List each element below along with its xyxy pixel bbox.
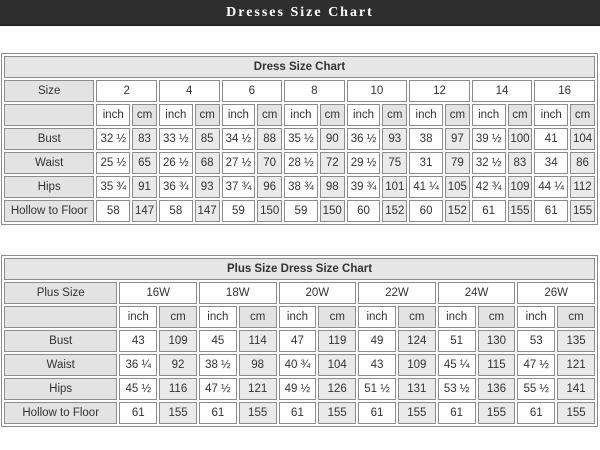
unit-inch-cell: inch	[472, 104, 506, 126]
measurement-value-cell: 36 ½	[347, 128, 381, 150]
measurement-value-cell: 53 ½	[438, 378, 476, 400]
measurement-row	[4, 176, 595, 198]
measurement-value-cell: 44 ¼	[534, 176, 568, 198]
measurement-value-cell: 38 ½	[199, 354, 237, 376]
page-title: Dresses Size Chart	[226, 4, 374, 20]
measurement-value-cell: 147	[132, 200, 157, 222]
measurement-value-cell: 59	[222, 200, 256, 222]
measurement-value-cell: 90	[320, 128, 345, 150]
plus-size-dress-size-chart-table	[1, 255, 598, 427]
measurement-value-cell: 155	[318, 402, 356, 424]
unit-row-corner-cell	[4, 306, 117, 328]
measurement-value-cell: 86	[570, 152, 595, 174]
measurement-value-cell: 141	[557, 378, 595, 400]
measurement-value-cell: 70	[257, 152, 282, 174]
measurement-value-cell: 34 ½	[222, 128, 256, 150]
measurement-value-cell: 45 ½	[119, 378, 157, 400]
measurement-value-cell: 152	[382, 200, 407, 222]
measurement-value-cell: 116	[159, 378, 197, 400]
page-header-bar	[0, 0, 600, 26]
row-label-cell: Hollow to Floor	[4, 402, 117, 424]
size-header-cell: 10	[347, 80, 408, 102]
size-header-cell: 24W	[438, 282, 516, 304]
unit-cm-cell: cm	[478, 306, 516, 328]
measurement-value-cell: 34	[534, 152, 568, 174]
table-title: Dress Size Chart	[4, 56, 595, 78]
row-label-cell: Waist	[4, 152, 94, 174]
measurement-value-cell: 47 ½	[517, 354, 555, 376]
unit-cm-cell: cm	[318, 306, 356, 328]
measurement-value-cell: 51	[438, 330, 476, 352]
measurement-value-cell: 43	[358, 354, 396, 376]
size-header-cell: 4	[159, 80, 220, 102]
measurement-value-cell: 32 ½	[472, 152, 506, 174]
unit-inch-cell: inch	[347, 104, 381, 126]
size-charts-container	[0, 26, 600, 427]
measurement-value-cell: 38 ¾	[284, 176, 318, 198]
measurement-value-cell: 25 ½	[96, 152, 130, 174]
measurement-value-cell: 33 ½	[159, 128, 193, 150]
unit-inch-cell: inch	[96, 104, 130, 126]
unit-row-corner-cell	[4, 104, 94, 126]
measurement-value-cell: 155	[478, 402, 516, 424]
size-header-cell: 26W	[517, 282, 595, 304]
measurement-value-cell: 61	[119, 402, 157, 424]
row-label-cell: Bust	[4, 128, 94, 150]
measurement-value-cell: 88	[257, 128, 282, 150]
measurement-value-cell: 68	[195, 152, 220, 174]
measurement-value-cell: 104	[318, 354, 356, 376]
measurement-value-cell: 147	[195, 200, 220, 222]
unit-inch-cell: inch	[199, 306, 237, 328]
measurement-value-cell: 131	[398, 378, 436, 400]
measurement-value-cell: 31	[409, 152, 443, 174]
measurement-value-cell: 109	[159, 330, 197, 352]
measurement-value-cell: 39 ¾	[347, 176, 381, 198]
measurement-value-cell: 104	[570, 128, 595, 150]
measurement-value-cell: 155	[557, 402, 595, 424]
size-header-cell: 14	[472, 80, 533, 102]
unit-cm-cell: cm	[557, 306, 595, 328]
measurement-value-cell: 93	[195, 176, 220, 198]
corner-label-cell: Plus Size	[4, 282, 117, 304]
unit-cm-cell: cm	[195, 104, 220, 126]
measurement-value-cell: 35 ½	[284, 128, 318, 150]
measurement-value-cell: 109	[398, 354, 436, 376]
measurement-value-cell: 45	[199, 330, 237, 352]
measurement-value-cell: 27 ½	[222, 152, 256, 174]
unit-inch-cell: inch	[119, 306, 157, 328]
measurement-value-cell: 58	[159, 200, 193, 222]
measurement-value-cell: 101	[382, 176, 407, 198]
unit-inch-cell: inch	[284, 104, 318, 126]
measurement-value-cell: 61	[534, 200, 568, 222]
unit-cm-cell: cm	[382, 104, 407, 126]
measurement-value-cell: 51 ½	[358, 378, 396, 400]
unit-inch-cell: inch	[358, 306, 396, 328]
measurement-value-cell: 72	[320, 152, 345, 174]
measurement-value-cell: 28 ½	[284, 152, 318, 174]
measurement-row	[4, 354, 595, 376]
measurement-value-cell: 40 ¾	[279, 354, 317, 376]
measurement-value-cell: 61	[358, 402, 396, 424]
measurement-value-cell: 136	[478, 378, 516, 400]
unit-cm-cell: cm	[508, 104, 533, 126]
measurement-value-cell: 61	[199, 402, 237, 424]
measurement-value-cell: 36 ¼	[119, 354, 157, 376]
measurement-value-cell: 114	[239, 330, 277, 352]
unit-cm-cell: cm	[398, 306, 436, 328]
measurement-value-cell: 61	[279, 402, 317, 424]
measurement-value-cell: 119	[318, 330, 356, 352]
unit-inch-cell: inch	[534, 104, 568, 126]
measurement-value-cell: 32 ½	[96, 128, 130, 150]
unit-inch-cell: inch	[159, 104, 193, 126]
measurement-value-cell: 60	[347, 200, 381, 222]
unit-inch-cell: inch	[222, 104, 256, 126]
measurement-value-cell: 39 ½	[472, 128, 506, 150]
measurement-value-cell: 45 ¼	[438, 354, 476, 376]
measurement-row	[4, 330, 595, 352]
measurement-value-cell: 79	[445, 152, 470, 174]
unit-inch-cell: inch	[517, 306, 555, 328]
measurement-value-cell: 58	[96, 200, 130, 222]
unit-cm-cell: cm	[132, 104, 157, 126]
row-label-cell: Hollow to Floor	[4, 200, 94, 222]
measurement-value-cell: 61	[438, 402, 476, 424]
measurement-row	[4, 200, 595, 222]
measurement-value-cell: 26 ½	[159, 152, 193, 174]
measurement-value-cell: 155	[159, 402, 197, 424]
measurement-value-cell: 49	[358, 330, 396, 352]
unit-inch-cell: inch	[438, 306, 476, 328]
measurement-value-cell: 65	[132, 152, 157, 174]
measurement-row	[4, 402, 595, 424]
measurement-row	[4, 128, 595, 150]
size-header-cell: 16	[534, 80, 595, 102]
measurement-value-cell: 43	[119, 330, 157, 352]
measurement-value-cell: 61	[517, 402, 555, 424]
measurement-value-cell: 41 ¼	[409, 176, 443, 198]
size-header-cell: 2	[96, 80, 157, 102]
row-label-cell: Hips	[4, 378, 117, 400]
unit-cm-cell: cm	[239, 306, 277, 328]
measurement-row	[4, 378, 595, 400]
measurement-value-cell: 155	[508, 200, 533, 222]
row-label-cell: Bust	[4, 330, 117, 352]
measurement-value-cell: 83	[132, 128, 157, 150]
size-header-cell: 22W	[358, 282, 436, 304]
size-header-cell: 6	[222, 80, 283, 102]
size-header-cell: 16W	[119, 282, 197, 304]
measurement-value-cell: 53	[517, 330, 555, 352]
unit-cm-cell: cm	[257, 104, 282, 126]
measurement-value-cell: 115	[478, 354, 516, 376]
measurement-value-cell: 61	[472, 200, 506, 222]
row-label-cell: Hips	[4, 176, 94, 198]
measurement-value-cell: 121	[557, 354, 595, 376]
measurement-value-cell: 55 ½	[517, 378, 555, 400]
row-label-cell: Waist	[4, 354, 117, 376]
measurement-value-cell: 36 ¾	[159, 176, 193, 198]
measurement-value-cell: 100	[508, 128, 533, 150]
unit-cm-cell: cm	[159, 306, 197, 328]
unit-cm-cell: cm	[570, 104, 595, 126]
measurement-value-cell: 92	[159, 354, 197, 376]
measurement-value-cell: 85	[195, 128, 220, 150]
measurement-value-cell: 59	[284, 200, 318, 222]
size-header-cell: 8	[284, 80, 345, 102]
measurement-value-cell: 35 ¾	[96, 176, 130, 198]
measurement-value-cell: 152	[445, 200, 470, 222]
measurement-value-cell: 47	[279, 330, 317, 352]
table-title: Plus Size Dress Size Chart	[4, 258, 595, 280]
measurement-value-cell: 96	[257, 176, 282, 198]
measurement-value-cell: 29 ½	[347, 152, 381, 174]
measurement-value-cell: 150	[320, 200, 345, 222]
measurement-value-cell: 135	[557, 330, 595, 352]
measurement-value-cell: 98	[320, 176, 345, 198]
measurement-value-cell: 38	[409, 128, 443, 150]
measurement-value-cell: 112	[570, 176, 595, 198]
measurement-value-cell: 98	[239, 354, 277, 376]
measurement-value-cell: 109	[508, 176, 533, 198]
measurement-value-cell: 126	[318, 378, 356, 400]
measurement-value-cell: 37 ¾	[222, 176, 256, 198]
unit-cm-cell: cm	[445, 104, 470, 126]
unit-inch-cell: inch	[279, 306, 317, 328]
measurement-value-cell: 124	[398, 330, 436, 352]
size-header-cell: 18W	[199, 282, 277, 304]
corner-label-cell: Size	[4, 80, 94, 102]
measurement-value-cell: 155	[239, 402, 277, 424]
measurement-value-cell: 47 ½	[199, 378, 237, 400]
measurement-value-cell: 41	[534, 128, 568, 150]
measurement-value-cell: 42 ¾	[472, 176, 506, 198]
measurement-value-cell: 91	[132, 176, 157, 198]
measurement-row	[4, 152, 595, 174]
measurement-value-cell: 105	[445, 176, 470, 198]
measurement-value-cell: 150	[257, 200, 282, 222]
unit-cm-cell: cm	[320, 104, 345, 126]
measurement-value-cell: 155	[398, 402, 436, 424]
measurement-value-cell: 97	[445, 128, 470, 150]
measurement-value-cell: 60	[409, 200, 443, 222]
dress-size-chart-table	[1, 53, 598, 225]
size-header-cell: 20W	[279, 282, 357, 304]
unit-inch-cell: inch	[409, 104, 443, 126]
measurement-value-cell: 75	[382, 152, 407, 174]
measurement-value-cell: 93	[382, 128, 407, 150]
measurement-value-cell: 130	[478, 330, 516, 352]
measurement-value-cell: 83	[508, 152, 533, 174]
size-header-cell: 12	[409, 80, 470, 102]
measurement-value-cell: 121	[239, 378, 277, 400]
measurement-value-cell: 49 ½	[279, 378, 317, 400]
measurement-value-cell: 155	[570, 200, 595, 222]
